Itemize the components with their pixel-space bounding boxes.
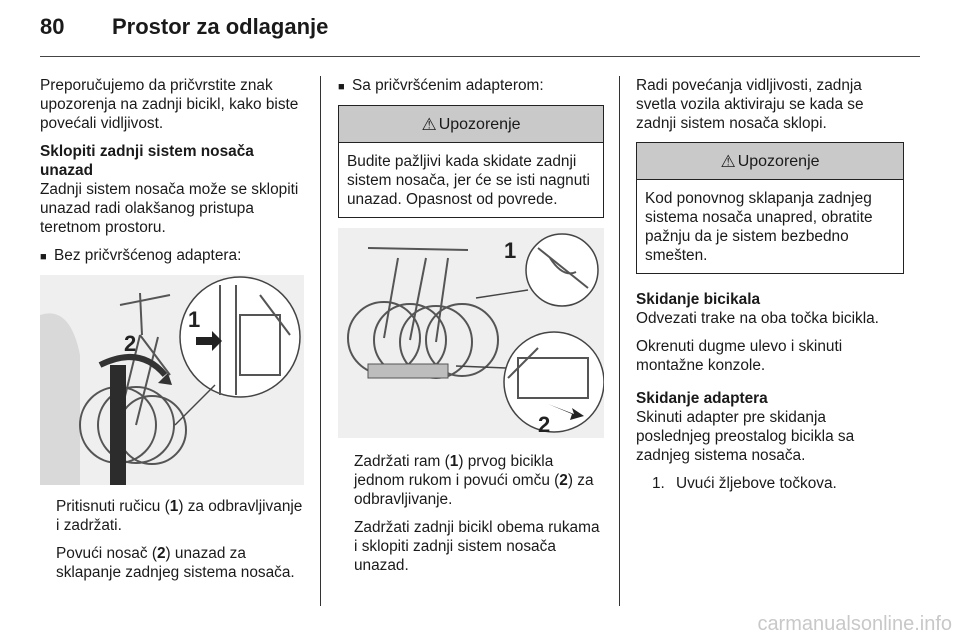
figure-label-1: 1 <box>188 307 201 332</box>
section-remove-adapter <box>636 389 904 465</box>
intro-text: Radi povećanja vidljivosti, zadnja svetla vozila aktiviraju se kada se zadnji sistem nosača sklopi. <box>636 77 864 132</box>
section-text: Skinuti adapter pre skidanja poslednjeg preostalog bicikla sa zadnjeg sistema nosača. <box>636 409 855 464</box>
step-1-text: Pritisnuti ručicu (1) za odbravljivanje i zadržati. <box>56 498 303 534</box>
section-text: Odvezati trake na oba točka bicikla. <box>636 310 879 327</box>
warning-title: Upozorenje <box>737 152 820 170</box>
list-text: Uvući žljebove točkova. <box>676 475 837 492</box>
section-remove-bikes <box>636 290 904 328</box>
illustration-fold-with-adapter <box>338 228 604 438</box>
warning-title: Upozorenje <box>438 115 521 133</box>
column-divider <box>320 76 321 606</box>
warning-box <box>338 105 604 218</box>
column-1 <box>40 76 304 591</box>
section-heading: Skidanje bicikala <box>636 291 761 308</box>
section-text: Zadnji sistem nosača može se sklopiti unazad radi olakšanog pristupa teretnom prostoru. <box>40 181 299 236</box>
list-number: 1. <box>652 475 665 492</box>
warning-header <box>339 106 603 143</box>
bullet-item <box>40 246 304 267</box>
step-2-text: Povući nosač (2) unazad za sklapanje zadnjeg sistema nosača. <box>56 545 295 581</box>
step-2-text: Zadržati zadnji bicikl obema rukama i sklopiti zadnji sistem nosača unazad. <box>354 519 600 574</box>
bullet-item <box>338 76 604 97</box>
header-rule <box>40 56 920 57</box>
page-title: Prostor za odlaganje <box>112 14 329 39</box>
warning-box <box>636 142 904 274</box>
numbered-list-item <box>652 474 904 493</box>
bullet-square-icon: ■ <box>40 251 47 263</box>
column-2 <box>338 76 604 584</box>
section-heading: Skidanje adaptera <box>636 390 768 407</box>
figure-label-2: 2 <box>538 412 551 437</box>
column-divider <box>619 76 620 606</box>
bullet-square-icon: ■ <box>338 81 345 93</box>
bullet-text: Sa pričvršćenim adapterom: <box>352 77 544 94</box>
watermark: carmanualsonline.info <box>757 613 952 635</box>
warning-header <box>637 143 903 180</box>
section-heading: Sklopiti zadnji sistem nosača unazad <box>40 143 254 179</box>
intro-text: Preporučujemo da pričvrstite znak upozorenja na zadnji bicikl, kako biste povećali vidljivost. <box>40 77 299 132</box>
page-header <box>0 0 960 60</box>
warning-triangle-icon: ⚠ <box>421 114 437 134</box>
step-1-text: Zadržati ram (1) prvog bicikla jednom rukom i povući omču (2) za odbravljivanje. <box>354 453 594 508</box>
page-number: 80 <box>40 14 65 39</box>
section-text: Okrenuti dugme ulevo i skinuti montažne konzole. <box>636 338 843 374</box>
warning-triangle-icon: ⚠ <box>720 151 736 171</box>
figure-label-2: 2 <box>124 331 137 356</box>
warning-body: Budite pažljivi kada skidate zadnji sistem nosača, jer će se isti nagnuti unazad. Opasnost od povrede. <box>347 153 590 208</box>
warning-body: Kod ponovnog sklapanja zadnjeg sistema nosača unapred, obratite pažnju da je sistem bezbedno smešten. <box>645 190 873 264</box>
bullet-text: Bez pričvršćenog adaptera: <box>54 247 242 264</box>
illustration-fold-without-adapter <box>40 275 304 485</box>
figure-label-1: 1 <box>504 238 517 263</box>
section-fold-back <box>40 142 304 237</box>
column-3 <box>636 76 904 493</box>
